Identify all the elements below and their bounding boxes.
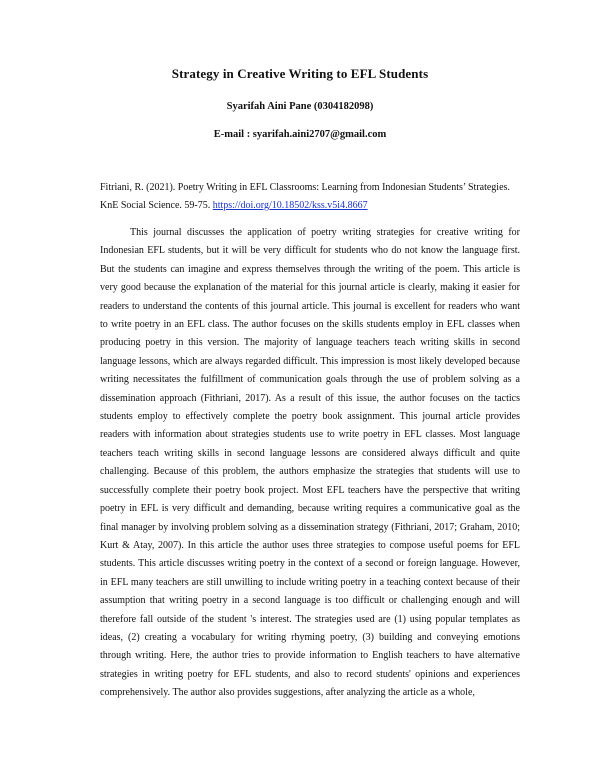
author-line: Syarifah Aini Pane (0304182098) — [226, 101, 374, 112]
body-paragraph: This journal discusses the application of poetry writing strategies for creative writing for Indonesian EFL students, but it will be very difficult for students who do not know the language first. But the students can imagine and express themselves through the writing of the poem. This article is very good because the explanation of the material for this journal article is clearly, making it easier for readers to understand the contents of this journal article. This journal is excellent for readers who want to write poetry in an EFL class. The author focuses on the skills students employ in EFL classes when producing poetry in this version. The majority of language teachers teach writing skills in second language lessons, which are always regarded difficult. This impression is most likely developed because writing necessitates the fulfillment of communication goals through the use of problem solving as a dissemination approach (Fithriani, 2017). As a result of this issue, the author focuses on the tactics students employ to effectively complete the poetry book assignment. This journal article provides readers with information about strategies students use to write poetry in EFL classes. Most language teachers teach writing skills in second language lessons are considered always difficult and quite challenging. Because of this problem, the authors emphasize the strategies that students will use to successfully complete their poetry book project. Most EFL teachers have the perspective that writing poetry in EFL is very difficult and demanding, because writing requires a communicative goal as the final manager by involving problem solving as a dissemination strategy (Fithriani, 2017; Graham, 2010; Kurt & Atay, 2007). In this article the author uses three strategies to compose useful poems for EFL students. This article discusses writing poetry in the context of a second or foreign language. However, in EFL many teachers are still unwilling to include writing poetry in a teaching context because of their assumption that writing poetry in a second language is too difficult or challenging enough and will therefore fall outside of the student 's interest. The strategies used are (1) using popular templates as ideas, (2) creating a vocabulary for writing rhyming poetry, (3) building and conveying emotions through writing. Here, the author tries to provide information to English teachers to have alternative strategies in writing poetry for EFL students, and also to record students' opinions and experiences comprehensively. The author also provides suggestions, after analyzing the article as a whole, — [100, 227, 520, 699]
document-title: Strategy in Creative Writing to EFL Students — [171, 66, 429, 81]
email-line: E-mail : syarifah.aini2707@gmail.com — [213, 129, 387, 140]
doi-link[interactable]: https://doi.org/10.18502/kss.v5i4.8667 — [212, 199, 368, 211]
reference-text: Fitriani, R. (2021). Poetry Writing in EFL Classrooms: Learning from Indonesian Students’ Strategies. KnE Social Science. 59-75. — [100, 182, 510, 211]
reference-citation — [100, 179, 520, 214]
